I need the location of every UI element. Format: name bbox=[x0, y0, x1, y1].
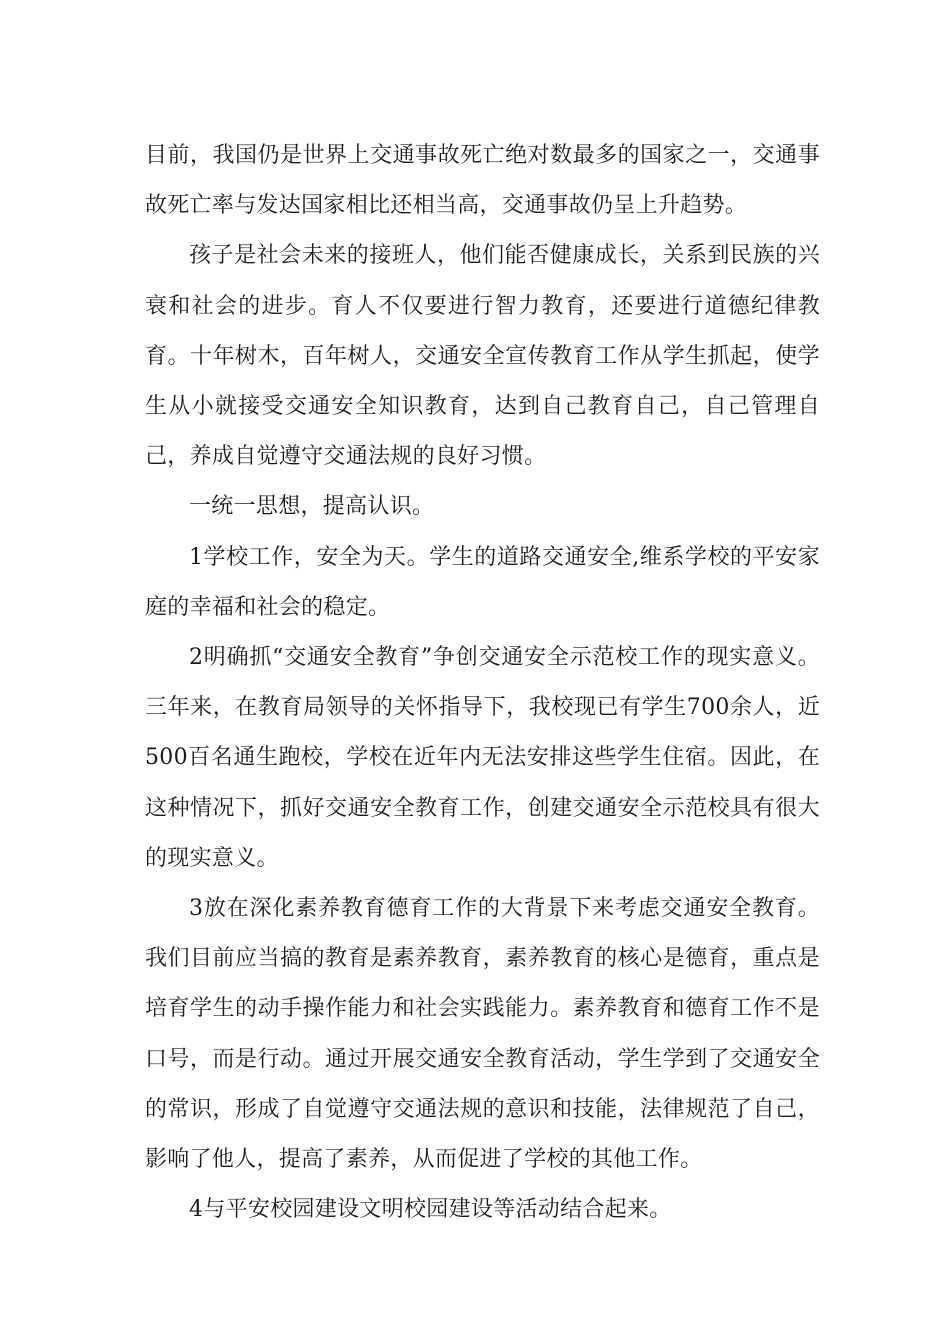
paragraph: 2明确抓“交通安全教育”争创交通安全示范校工作的现实意义。三年来，在教育局领导的关怀指导下，我校现已有学生700余人，近500百名通生跑校，学校在近年内无法安排这些学生住宿。因此，在这种情况下，抓好交通安全教育工作，创建交通安全示范校具有很大的现实意义。 bbox=[145, 645, 820, 871]
section-heading: 一统一思想，提高认识。 bbox=[189, 494, 435, 520]
document-body bbox=[145, 131, 820, 1235]
paragraph: 目前，我国仍是世界上交通事故死亡绝对数最多的国家之一，交通事故死亡率与发达国家相比还相当高，交通事故仍呈上升趋势。 bbox=[145, 143, 820, 219]
paragraph: 4与平安校园建设文明校园建设等活动结合起来。 bbox=[189, 1197, 672, 1223]
paragraph: 孩子是社会未来的接班人，他们能否健康成长，关系到民族的兴衰和社会的进步。育人不仅要进行智力教育，还要进行道德纪律教育。十年树木，百年树人，交通安全宣传教育工作从学生抓起，使学生从小就接受交通安全知识教育，达到自己教育自己，自己管理自己，养成自觉遵守交通法规的良好习惯。 bbox=[145, 243, 820, 470]
paragraph: 3放在深化素养教育德育工作的大背景下来考虑交通安全教育。我们目前应当搞的教育是素养教育，素养教育的核心是德育，重点是培育学生的动手操作能力和社会实践能力。素养教育和德育工作不是口号，而是行动。通过开展交通安全教育活动，学生学到了交通安全的常识，形成了自觉遵守交通法规的意识和技能，法律规范了自己，影响了他人，提高了素养，从而促进了学校的其他工作。 bbox=[145, 896, 820, 1173]
paragraph: 1学校工作，安全为天。学生的道路交通安全,维系学校的平安家庭的幸福和社会的稳定。 bbox=[145, 544, 820, 620]
